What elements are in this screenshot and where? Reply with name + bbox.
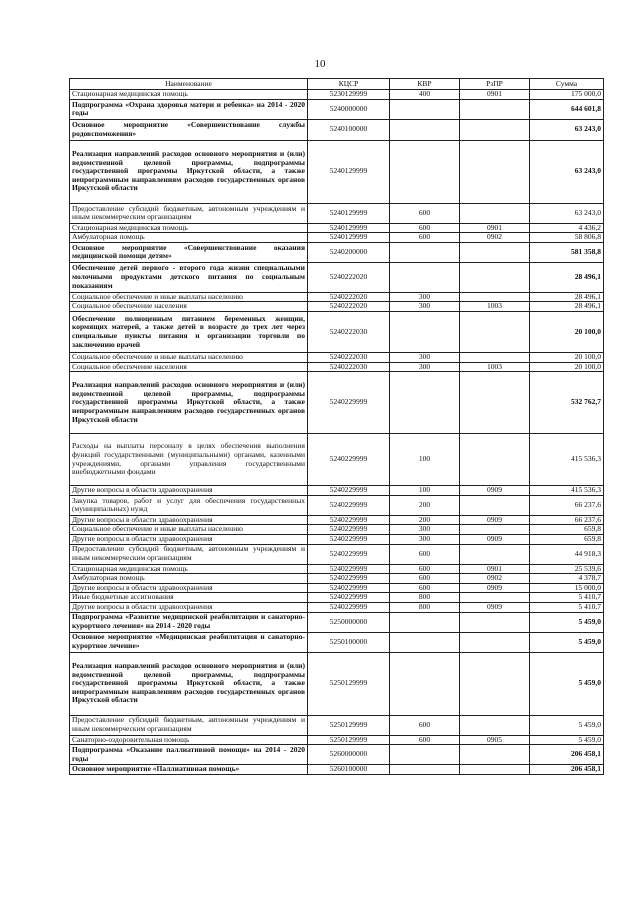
cell-kvr: 300	[390, 525, 460, 535]
table-row	[70, 534, 604, 544]
cell-name: Реализация направлений расходов основного мероприятия и (или) ведомственной целевой программы, подпрограммы государственной программы Иркутской области, а также непрограммным направлениям расходов государственных органов Иркутской области	[70, 652, 308, 715]
cell-kcsr: 5240000000	[308, 99, 390, 119]
cell-name: Основное мероприятие «Совершенствование службы родовспоможения»	[70, 119, 308, 140]
cell-kcsr: 5240229999	[308, 372, 390, 434]
cell-kcsr: 5230129999	[308, 90, 390, 100]
cell-rzpr	[460, 593, 530, 603]
cell-kcsr: 5240229999	[308, 574, 390, 584]
table-row	[70, 262, 604, 292]
cell-sum: 63 243,0	[530, 203, 604, 223]
cell-kvr	[390, 652, 460, 715]
cell-sum: 63 243,0	[530, 140, 604, 203]
cell-sum: 5 410,7	[530, 593, 604, 603]
cell-sum: 4 378,7	[530, 574, 604, 584]
cell-name: Стационарная медицинская помощь	[70, 564, 308, 574]
cell-sum: 5 459,0	[530, 735, 604, 745]
cell-name: Иные бюджетные ассигнования	[70, 593, 308, 603]
cell-rzpr	[460, 140, 530, 203]
table-row	[70, 233, 604, 243]
cell-name: Расходы на выплаты персоналу в целях обеспечения выполнения функций государственными (муниципальными) органами, казенными учреждениями, органами управления государственными внебюджетными фондами	[70, 434, 308, 486]
cell-kcsr: 5240100000	[308, 119, 390, 140]
cell-kvr	[390, 372, 460, 434]
cell-sum: 28 496,1	[530, 292, 604, 302]
cell-kcsr: 5240229999	[308, 525, 390, 535]
cell-sum: 20 100,0	[530, 352, 604, 362]
cell-rzpr: 0905	[460, 735, 530, 745]
cell-kcsr: 5240229999	[308, 544, 390, 564]
cell-rzpr: 0901	[460, 223, 530, 233]
cell-name: Подпрограмма «Оказание паллиативной помощи» на 2014 - 2020 годы	[70, 745, 308, 765]
cell-kvr	[390, 612, 460, 632]
cell-kcsr: 5250129999	[308, 715, 390, 735]
cell-sum: 20 100,0	[530, 311, 604, 352]
cell-kvr: 600	[390, 564, 460, 574]
cell-name: Амбулаторная помощь	[70, 233, 308, 243]
cell-name: Другие вопросы в области здравоохранения	[70, 534, 308, 544]
cell-kcsr: 5240229999	[308, 434, 390, 486]
cell-rzpr	[460, 765, 530, 775]
cell-name: Реализация направлений расходов основного мероприятия и (или) ведомственной целевой программы, подпрограммы государственной программы Иркутской области, а также непрограммным направлениям расходов государственных органов Иркутской области	[70, 140, 308, 203]
cell-kcsr: 5240200000	[308, 242, 390, 262]
cell-kcsr: 5240229999	[308, 486, 390, 496]
cell-name: Обеспечение детей первого - второго года жизни специальными молочными продуктами детского питания по социальным показаниям	[70, 262, 308, 292]
table-row	[70, 119, 604, 140]
cell-kvr	[390, 765, 460, 775]
cell-name: Реализация направлений расходов основного мероприятия и (или) ведомственной целевой программы, подпрограммы государственной программы Иркутской области, а также непрограммным направлениям расходов государственных органов Иркутской области	[70, 372, 308, 434]
cell-kvr: 600	[390, 574, 460, 584]
cell-name: Обеспечение полноценным питанием беременных женщин, кормящих матерей, а также детей в возрасте до трех лет через специальные пункты питания и организации торговли по заключению врачей	[70, 311, 308, 352]
header-row	[70, 79, 604, 90]
cell-kcsr: 5240229999	[308, 583, 390, 593]
cell-kcsr: 5240222030	[308, 362, 390, 372]
table-row	[70, 203, 604, 223]
cell-rzpr	[460, 715, 530, 735]
table-row	[70, 90, 604, 100]
cell-kvr: 400	[390, 90, 460, 100]
cell-kcsr: 5240129999	[308, 233, 390, 243]
cell-kvr: 100	[390, 486, 460, 496]
table-row	[70, 525, 604, 535]
cell-sum: 5 459,0	[530, 652, 604, 715]
table-row	[70, 574, 604, 584]
cell-kvr	[390, 140, 460, 203]
cell-kvr: 800	[390, 602, 460, 612]
cell-name: Социальное обеспечение и иные выплаты населению	[70, 352, 308, 362]
cell-kcsr: 5240229999	[308, 534, 390, 544]
table-row	[70, 311, 604, 352]
page-number: 10	[314, 58, 326, 70]
table-row	[70, 434, 604, 486]
cell-name: Социальное обеспечение и иные выплаты населению	[70, 525, 308, 535]
cell-kvr	[390, 745, 460, 765]
cell-name: Основное мероприятие «Совершенствование оказания медицинской помощи детям»	[70, 242, 308, 262]
cell-rzpr: 0909	[460, 602, 530, 612]
cell-kvr: 600	[390, 223, 460, 233]
table-row	[70, 486, 604, 496]
cell-rzpr: 0902	[460, 574, 530, 584]
cell-name: Амбулаторная помощь	[70, 574, 308, 584]
cell-kvr: 600	[390, 233, 460, 243]
cell-name: Основное мероприятие «Паллиативная помощь»	[70, 765, 308, 775]
cell-name: Предоставление субсидий бюджетным, автономным учреждениям и иным некоммерческим организациям	[70, 715, 308, 735]
cell-kvr	[390, 99, 460, 119]
cell-kcsr: 5240222020	[308, 302, 390, 312]
table-row	[70, 544, 604, 564]
cell-kvr	[390, 262, 460, 292]
cell-rzpr: 1003	[460, 362, 530, 372]
cell-name: Предоставление субсидий бюджетным, автономным учреждениям и иным некоммерческим организациям	[70, 203, 308, 223]
cell-kcsr: 5240229999	[308, 564, 390, 574]
table-row	[70, 735, 604, 745]
cell-kvr	[390, 311, 460, 352]
cell-sum: 28 496,1	[530, 262, 604, 292]
cell-kcsr: 5240129999	[308, 203, 390, 223]
cell-name: Подпрограмма «Развитие медицинской реабилитации и санаторно-курортного лечения» на 2014 - 2020 годы	[70, 612, 308, 632]
cell-kcsr: 5240222030	[308, 352, 390, 362]
cell-kcsr: 5240222030	[308, 311, 390, 352]
cell-sum: 20 100,0	[530, 362, 604, 372]
cell-name: Подпрограмма «Охрана здоровья матери и ребенка» на 2014 - 2020 годы	[70, 99, 308, 119]
cell-kcsr: 5250129999	[308, 735, 390, 745]
cell-rzpr: 0902	[460, 233, 530, 243]
cell-sum: 659,8	[530, 534, 604, 544]
cell-rzpr	[460, 352, 530, 362]
cell-kvr: 300	[390, 302, 460, 312]
cell-kvr: 300	[390, 362, 460, 372]
cell-kcsr: 5240229999	[308, 593, 390, 603]
cell-kvr: 200	[390, 515, 460, 525]
table-row	[70, 495, 604, 515]
table-row	[70, 715, 604, 735]
cell-sum: 659,8	[530, 525, 604, 535]
cell-sum: 58 806,8	[530, 233, 604, 243]
cell-rzpr: 0909	[460, 486, 530, 496]
cell-sum: 28 496,1	[530, 302, 604, 312]
cell-rzpr: 0909	[460, 583, 530, 593]
cell-rzpr	[460, 652, 530, 715]
table-row	[70, 745, 604, 765]
cell-kcsr: 5240129999	[308, 140, 390, 203]
header-rzpr: РзПР	[460, 79, 530, 90]
cell-name: Предоставление субсидий бюджетным, автономным учреждениям и иным некоммерческим организациям	[70, 544, 308, 564]
cell-name: Санаторно-оздоровительная помощь	[70, 735, 308, 745]
header-kvr: КВР	[390, 79, 460, 90]
table-row	[70, 632, 604, 652]
cell-kcsr: 5260000000	[308, 745, 390, 765]
cell-kvr: 800	[390, 593, 460, 603]
cell-kvr	[390, 119, 460, 140]
table-header	[70, 79, 604, 90]
table-row	[70, 352, 604, 362]
cell-kvr: 600	[390, 544, 460, 564]
cell-kvr: 600	[390, 735, 460, 745]
cell-rzpr	[460, 372, 530, 434]
cell-name: Основное мероприятие «Медицинская реабилитация и санаторно-курортное лечение»	[70, 632, 308, 652]
cell-kcsr: 5240229999	[308, 495, 390, 515]
cell-name: Социальное обеспечение населения	[70, 302, 308, 312]
cell-name: Стационарная медицинская помощь	[70, 223, 308, 233]
cell-kvr: 600	[390, 203, 460, 223]
cell-rzpr: 0909	[460, 515, 530, 525]
cell-kcsr: 5240222020	[308, 292, 390, 302]
header-sum: Сумма	[530, 79, 604, 90]
cell-kcsr: 5240129999	[308, 223, 390, 233]
cell-kvr	[390, 632, 460, 652]
table-row	[70, 593, 604, 603]
header-name: Наименование	[70, 79, 308, 90]
cell-kvr: 300	[390, 534, 460, 544]
cell-name: Закупка товаров, работ и услуг для обеспечения государственных (муниципальных) нужд	[70, 495, 308, 515]
cell-kvr: 300	[390, 352, 460, 362]
cell-name: Социальное обеспечение и иные выплаты населению	[70, 292, 308, 302]
cell-rzpr: 0909	[460, 534, 530, 544]
cell-sum: 5 410,7	[530, 602, 604, 612]
cell-sum: 415 536,3	[530, 486, 604, 496]
cell-rzpr	[460, 203, 530, 223]
cell-sum: 206 458,1	[530, 765, 604, 775]
header-kcsr: КЦСР	[308, 79, 390, 90]
cell-rzpr: 0901	[460, 564, 530, 574]
cell-rzpr	[460, 745, 530, 765]
cell-sum: 644 601,8	[530, 99, 604, 119]
table-row	[70, 99, 604, 119]
cell-kvr: 100	[390, 434, 460, 486]
cell-rzpr	[460, 495, 530, 515]
cell-kcsr: 5260100000	[308, 765, 390, 775]
cell-rzpr	[460, 632, 530, 652]
cell-kvr: 600	[390, 715, 460, 735]
cell-kcsr: 5240222020	[308, 262, 390, 292]
table-row	[70, 302, 604, 312]
cell-sum: 66 237,6	[530, 495, 604, 515]
cell-kcsr: 5250129999	[308, 652, 390, 715]
cell-sum: 175 000,0	[530, 90, 604, 100]
table-row	[70, 765, 604, 775]
cell-rzpr	[460, 612, 530, 632]
cell-kcsr: 5240229999	[308, 515, 390, 525]
cell-name: Социальное обеспечение населения	[70, 362, 308, 372]
cell-rzpr	[460, 262, 530, 292]
table-row	[70, 652, 604, 715]
cell-sum: 415 536,3	[530, 434, 604, 486]
cell-name: Другие вопросы в области здравоохранения	[70, 583, 308, 593]
cell-sum: 25 539,6	[530, 564, 604, 574]
table-row	[70, 140, 604, 203]
table-row	[70, 242, 604, 262]
cell-rzpr	[460, 434, 530, 486]
table-body	[70, 90, 604, 775]
cell-kcsr: 5250000000	[308, 612, 390, 632]
table-row	[70, 612, 604, 632]
cell-sum: 532 762,7	[530, 372, 604, 434]
cell-rzpr: 1003	[460, 302, 530, 312]
cell-name: Стационарная медицинская помощь	[70, 90, 308, 100]
cell-sum: 15 000,0	[530, 583, 604, 593]
cell-rzpr	[460, 311, 530, 352]
budget-table	[69, 78, 604, 775]
cell-rzpr	[460, 99, 530, 119]
cell-kvr	[390, 242, 460, 262]
cell-name: Другие вопросы в области здравоохранения	[70, 602, 308, 612]
cell-rzpr	[460, 242, 530, 262]
cell-sum: 63 243,0	[530, 119, 604, 140]
cell-kcsr: 5250100000	[308, 632, 390, 652]
cell-rzpr	[460, 544, 530, 564]
cell-sum: 44 918,3	[530, 544, 604, 564]
cell-rzpr	[460, 119, 530, 140]
cell-kvr: 200	[390, 495, 460, 515]
cell-sum: 581 358,8	[530, 242, 604, 262]
cell-kvr: 300	[390, 292, 460, 302]
cell-sum: 5 459,0	[530, 715, 604, 735]
cell-sum: 66 237,6	[530, 515, 604, 525]
table-row	[70, 362, 604, 372]
cell-sum: 5 459,0	[530, 612, 604, 632]
cell-sum: 206 458,1	[530, 745, 604, 765]
cell-sum: 5 459,0	[530, 632, 604, 652]
table-row	[70, 602, 604, 612]
cell-name: Другие вопросы в области здравоохранения	[70, 486, 308, 496]
cell-kvr: 600	[390, 583, 460, 593]
cell-rzpr: 0901	[460, 90, 530, 100]
cell-sum: 4 436,2	[530, 223, 604, 233]
table-row	[70, 372, 604, 434]
cell-kcsr: 5240229999	[308, 602, 390, 612]
cell-name: Другие вопросы в области здравоохранения	[70, 515, 308, 525]
cell-rzpr	[460, 525, 530, 535]
